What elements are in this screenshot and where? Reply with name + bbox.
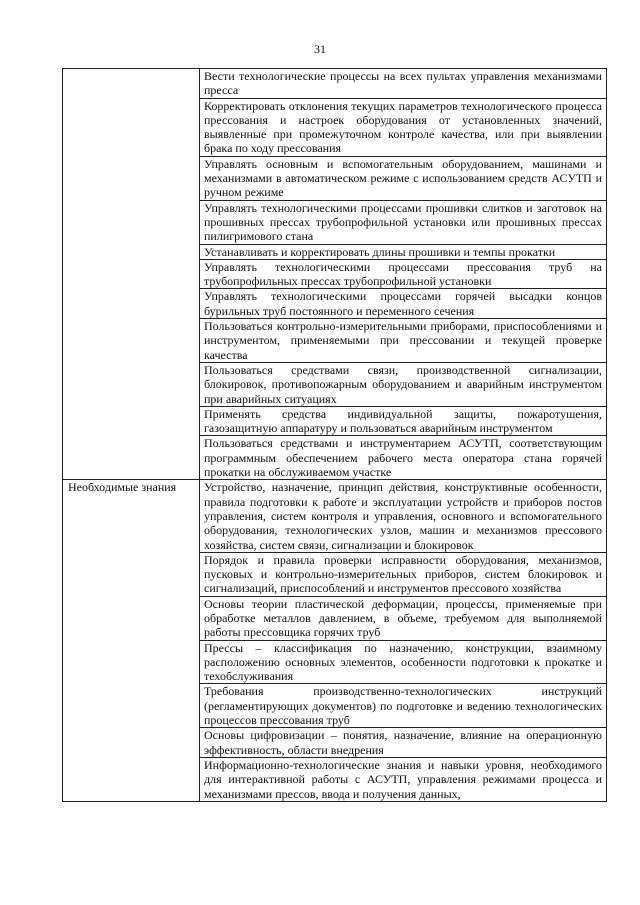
table-cell: Управлять технологическими процессами горячей высадки концов бурильных труб постоянного и переменного сечения: [200, 289, 607, 319]
table-cell: Корректировать отклонения текущих параметров технологического процесса прессования и настроек оборудования от установленных значений, выявленные при промежуточном контроле качества, или при выявлении брака по ходу прессования: [200, 98, 607, 156]
table-cell: Пользоваться средствами и инструментарием АСУТП, соответствующим программным обеспечением рабочего места оператора стана горячей прокатки на обслуживаемом участке: [200, 436, 607, 480]
table-cell: Основы цифровизации – понятия, назначение, влияние на операционную эффективность, области внедрения: [200, 728, 607, 758]
table-cell: Требования производственно-технологических инструкций (регламентирующих документов) по подготовке и ведению технологических процессов прессования труб: [200, 684, 607, 728]
table-cell: Информационно-технологические знания и навыки уровня, необходимого для интерактивной работы с АСУТП, управления режимами процесса и механизмами прессов, ввода и получения данных,: [200, 757, 607, 801]
table-cell: Пользоваться контрольно-измерительными приборами, приспособлениями и инструментом, применяемыми при прессовании и текущей проверке качества: [200, 319, 607, 363]
requirements-table: [62, 68, 607, 802]
table-cell: Применять средства индивидуальной защиты, пожаротушения, газозащитную аппаратуру и пользоваться аварийным инструментом: [200, 406, 607, 436]
table-cell: Устанавливать и корректировать длины прошивки и темпы прокатки: [200, 244, 607, 259]
table-row: [63, 480, 607, 552]
table-cell: Основы теории пластической деформации, процессы, применяемые при обработке металлов давлением, в объеме, требуемом для выполняемой работы прессовщика горячих труб: [200, 596, 607, 640]
table-cell: Порядок и правила проверки исправности оборудования, механизмов, пусковых и контрольно-измерительных приборов, систем блокировок и сигнализаций, приспособлений и инструментов прессового хозяйства: [200, 552, 607, 596]
table-cell: Вести технологические процессы на всех пультах управления механизмами пресса: [200, 69, 607, 99]
table-cell: Управлять технологическими процессами прессования труб на трубопрофильных прессах трубопрофильной установки: [200, 259, 607, 289]
table-cell: Устройство, назначение, принцип действия, конструктивные особенности, правила подготовки к работе и эксплуатации устройств и приборов постов управления, систем контроля и управления, основного и вспомогательного оборудования, технологических узлов, машин и механизмов прессового хозяйства, систем связи, сигнализации и блокировок: [200, 480, 607, 552]
section-label: Необходимые знания: [63, 480, 200, 802]
section-label: [63, 69, 200, 480]
table-cell: Прессы – классификация по назначению, конструкции, взаимному расположению основных элементов, особенности подготовки к прокатке и техобслуживания: [200, 640, 607, 684]
table-row: [63, 69, 607, 99]
table-cell: Управлять технологическими процессами прошивки слитков и заготовок на прошивных прессах трубопрофильной установки или прошивных прессах пилигримового стана: [200, 200, 607, 244]
table-cell: Пользоваться средствами связи, производственной сигнализации, блокировок, противопожарным оборудованием и аварийным инструментом при аварийных ситуациях: [200, 362, 607, 406]
table-cell: Управлять основным и вспомогательным оборудованием, машинами и механизмами в автоматическом режиме с использованием средств АСУТП и ручном режиме: [200, 156, 607, 200]
page-number: 31: [314, 42, 326, 56]
